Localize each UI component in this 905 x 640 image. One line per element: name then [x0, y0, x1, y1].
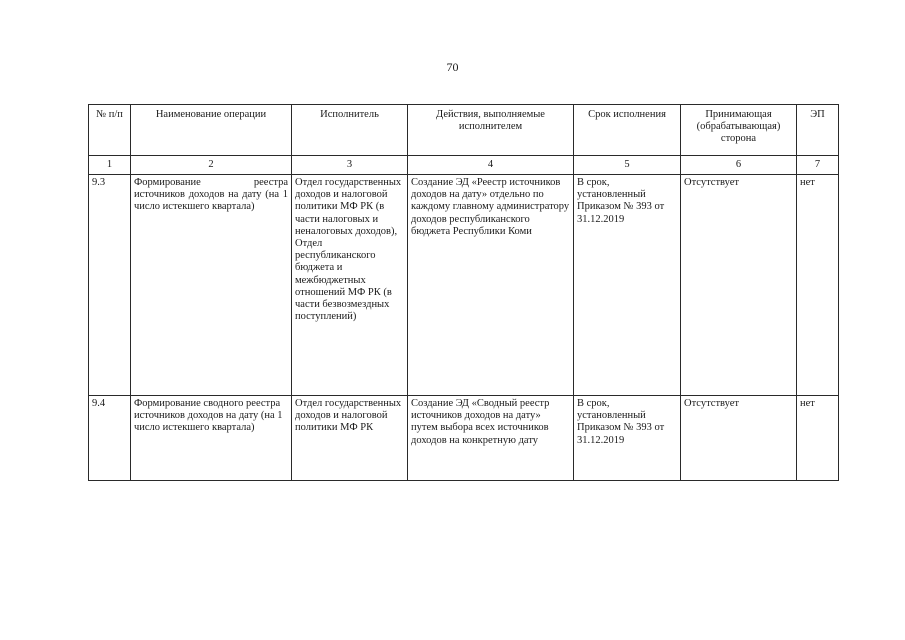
cell-ep: нет — [797, 175, 839, 396]
cell-operation: Формирование реестра источников доходов на дату (на 1 число истекшего квартала) — [131, 175, 292, 396]
cell-receiver: Отсутствует — [681, 175, 797, 396]
column-number: 6 — [681, 156, 797, 175]
table-row — [89, 175, 839, 396]
cell-ep: нет — [797, 396, 839, 481]
column-number: 3 — [292, 156, 408, 175]
header-num: № п/п — [89, 105, 131, 156]
column-number: 4 — [408, 156, 574, 175]
column-number: 2 — [131, 156, 292, 175]
header-executor: Исполнитель — [292, 105, 408, 156]
cell-operation: Формирование сводного реестра источников доходов на дату (на 1 число истекшего квартала) — [131, 396, 292, 481]
table-header-row — [89, 105, 839, 156]
column-number: 5 — [574, 156, 681, 175]
column-number-row — [89, 156, 839, 175]
header-actions: Действия, выполняемые исполнителем — [408, 105, 574, 156]
cell-num: 9.3 — [89, 175, 131, 396]
cell-actions: Создание ЭД «Реестр источников доходов на дату» отдельно по каждому главному администратору доходов республиканского бюджета Республики Коми — [408, 175, 574, 396]
header-operation: Наименование операции — [131, 105, 292, 156]
cell-receiver: Отсутствует — [681, 396, 797, 481]
cell-num: 9.4 — [89, 396, 131, 481]
column-number: 1 — [89, 156, 131, 175]
page-number: 70 — [446, 60, 459, 74]
cell-executor: Отдел государственных доходов и налоговой политики МФ РК (в части налоговых и неналоговых доходов), Отдел республиканского бюджета и межбюджетных отношений МФ РК (в части безвозмездных поступлений) — [292, 175, 408, 396]
header-deadline: Срок исполнения — [574, 105, 681, 156]
cell-deadline: В срок, установленный Приказом № 393 от 31.12.2019 — [574, 396, 681, 481]
cell-executor: Отдел государственных доходов и налоговой политики МФ РК — [292, 396, 408, 481]
cell-deadline: В срок, установленный Приказом № 393 от 31.12.2019 — [574, 175, 681, 396]
header-ep: ЭП — [797, 105, 839, 156]
operations-table — [88, 104, 839, 481]
cell-actions: Создание ЭД «Сводный реестр источников доходов на дату» путем выбора всех источников доходов на конкретную дату — [408, 396, 574, 481]
table-row — [89, 396, 839, 481]
column-number: 7 — [797, 156, 839, 175]
header-receiver: Принимающая (обрабатывающая) сторона — [681, 105, 797, 156]
